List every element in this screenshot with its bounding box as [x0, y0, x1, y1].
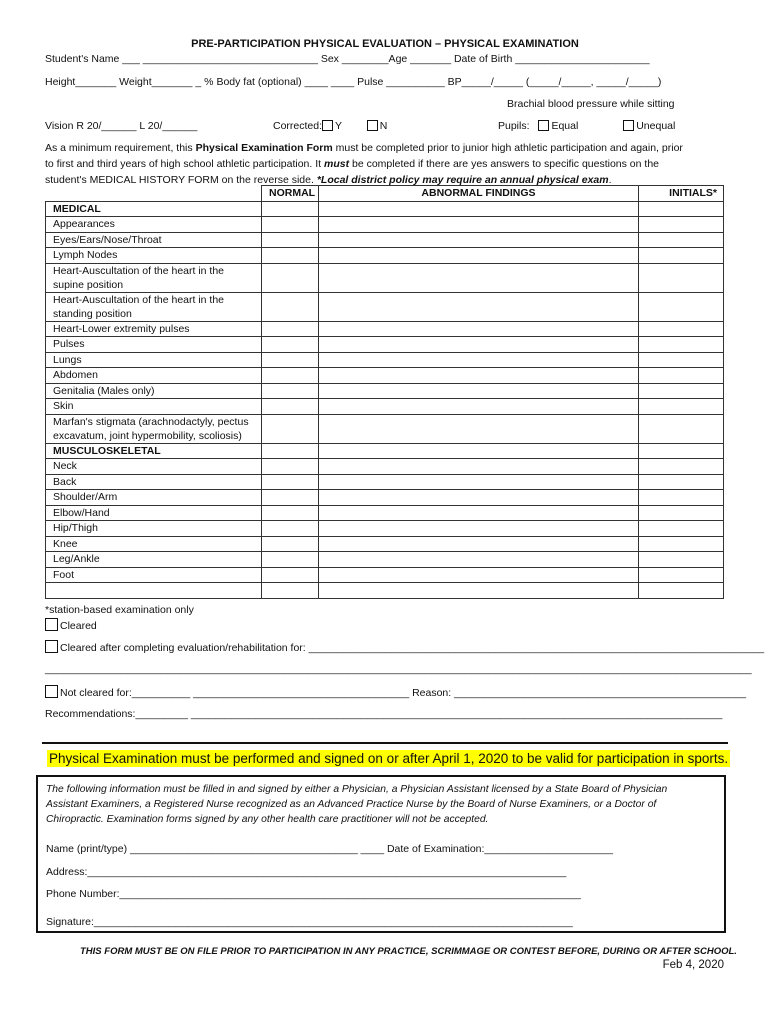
exam-item-label: Shoulder/Arm: [46, 490, 262, 506]
cell-normal[interactable]: [262, 521, 319, 537]
exam-item-label: Elbow/Hand: [46, 505, 262, 521]
cleared-after-option: [45, 640, 764, 654]
cell-normal[interactable]: [262, 232, 319, 248]
cell-normal[interactable]: [262, 337, 319, 353]
exam-item-label: Pulses: [46, 337, 262, 353]
table-row: [46, 399, 724, 415]
section-label: MUSCULOSKELETAL: [46, 443, 262, 459]
exam-item-label: Lymph Nodes: [46, 248, 262, 264]
signature-field[interactable]: Signature:__________________________________________________________________________________: [46, 916, 573, 928]
cell-initials[interactable]: [639, 368, 724, 384]
pupils-label: Pupils:: [498, 120, 530, 132]
corrected-no-label: N: [379, 120, 388, 132]
exam-item-label: Heart-Auscultation of the heart in the standing position: [46, 292, 262, 321]
exam-item-label: [46, 583, 262, 599]
cell-initials[interactable]: [639, 414, 724, 443]
cell-abnormal[interactable]: [319, 352, 639, 368]
cell-abnormal[interactable]: [319, 399, 639, 415]
corrected-yes-checkbox[interactable]: [322, 120, 333, 131]
cell-normal[interactable]: [262, 201, 319, 217]
cell-abnormal[interactable]: [319, 248, 639, 264]
table-row: [46, 248, 724, 264]
station-note: *station-based examination only: [45, 604, 194, 616]
exam-item-label: Marfan's stigmata (arachnodactyly, pectus excavatum, joint hypermobility, scoliosis): [46, 414, 262, 443]
section-row-medical: [46, 201, 724, 217]
cell-initials[interactable]: [639, 536, 724, 552]
form-title: PRE-PARTICIPATION PHYSICAL EVALUATION – PHYSICAL EXAMINATION: [191, 38, 579, 50]
cell-abnormal[interactable]: [319, 368, 639, 384]
exam-item-label: Abdomen: [46, 368, 262, 384]
cell-normal[interactable]: [262, 583, 319, 599]
cleared-after-checkbox[interactable]: [45, 640, 58, 653]
cell-abnormal[interactable]: [319, 443, 639, 459]
cell-abnormal[interactable]: [319, 521, 639, 537]
pupils-equal-checkbox[interactable]: [538, 120, 549, 131]
cell-normal[interactable]: [262, 321, 319, 337]
corrected-no-checkbox[interactable]: [367, 120, 378, 131]
cell-abnormal[interactable]: [319, 414, 639, 443]
cell-abnormal[interactable]: [319, 536, 639, 552]
pupils-unequal-checkbox[interactable]: [623, 120, 634, 131]
table-row: [46, 217, 724, 233]
not-cleared-field[interactable]: Not cleared for:__________ _____________________________________ Reason: __________________________________________________: [60, 687, 747, 699]
table-row: [46, 352, 724, 368]
cell-initials[interactable]: [639, 217, 724, 233]
exam-item-label: Leg/Ankle: [46, 552, 262, 568]
cell-initials[interactable]: [639, 321, 724, 337]
cell-initials[interactable]: [639, 567, 724, 583]
section-medical: MEDICAL: [46, 201, 262, 217]
cell-initials[interactable]: [639, 292, 724, 321]
exam-item-label: Appearances: [46, 217, 262, 233]
cell-normal[interactable]: [262, 263, 319, 292]
table-row: [46, 552, 724, 568]
cell-initials[interactable]: [639, 505, 724, 521]
not-cleared-checkbox[interactable]: [45, 685, 58, 698]
cell-normal[interactable]: [262, 414, 319, 443]
divider: [42, 742, 728, 744]
vitals-line[interactable]: Height_______ Weight_______ _ % Body fat (optional) ____ ____ Pulse __________ BP_____/_____ (_____/_____, _____/_____): [45, 76, 662, 88]
cell-normal[interactable]: [262, 552, 319, 568]
cell-abnormal[interactable]: [319, 321, 639, 337]
cell-abnormal[interactable]: [319, 217, 639, 233]
corrected-group: [273, 120, 387, 132]
table-row: [46, 263, 724, 292]
table-row: [46, 521, 724, 537]
table-row: [46, 321, 724, 337]
cell-abnormal[interactable]: [319, 337, 639, 353]
table-row: [46, 368, 724, 384]
cell-initials[interactable]: [639, 248, 724, 264]
cell-abnormal[interactable]: [319, 201, 639, 217]
exam-item-label: Foot: [46, 567, 262, 583]
exam-item-label: Eyes/Ears/Nose/Throat: [46, 232, 262, 248]
recommendations-field[interactable]: Recommendations:_________ ___________________________________________________________________________________________: [45, 708, 723, 720]
cell-abnormal[interactable]: [319, 459, 639, 475]
cell-initials[interactable]: [639, 399, 724, 415]
table-row: [46, 232, 724, 248]
table-row: [46, 459, 724, 475]
table-row: [46, 474, 724, 490]
cell-initials[interactable]: [639, 263, 724, 292]
cleared-after-field[interactable]: Cleared after completing evaluation/rehabilitation for: ______________________________________________________________________________: [60, 642, 765, 654]
corrected-yes-label: Y: [335, 120, 342, 132]
exam-item-label: Hip/Thigh: [46, 521, 262, 537]
corrected-label: Corrected:: [273, 120, 323, 132]
cell-initials[interactable]: [639, 459, 724, 475]
table-row: [46, 414, 724, 443]
cell-normal[interactable]: [262, 443, 319, 459]
cell-normal[interactable]: [262, 459, 319, 475]
cell-abnormal[interactable]: [319, 474, 639, 490]
cleared-option: [45, 618, 97, 632]
exam-item-label: Genitalia (Males only): [46, 383, 262, 399]
header-abnormal: ABNORMAL FINDINGS: [319, 186, 639, 202]
table-row: [46, 490, 724, 506]
cell-abnormal[interactable]: [319, 232, 639, 248]
cleared-after-line2[interactable]: _________________________________________________________________________________________________________________________: [45, 663, 752, 675]
cell-abnormal[interactable]: [319, 292, 639, 321]
cell-normal[interactable]: [262, 567, 319, 583]
cell-initials[interactable]: [639, 201, 724, 217]
cell-initials[interactable]: [639, 552, 724, 568]
cell-abnormal[interactable]: [319, 583, 639, 599]
cell-normal[interactable]: [262, 399, 319, 415]
cell-abnormal[interactable]: [319, 567, 639, 583]
table-row: [46, 583, 724, 599]
cell-initials[interactable]: [639, 474, 724, 490]
table-row: [46, 567, 724, 583]
exam-item-label: Lungs: [46, 352, 262, 368]
table-row: [46, 536, 724, 552]
phone-field[interactable]: Phone Number:_______________________________________________________________________________: [46, 888, 581, 900]
cell-normal[interactable]: [262, 383, 319, 399]
table-row: [46, 292, 724, 321]
cell-initials[interactable]: [639, 521, 724, 537]
student-info-line[interactable]: Student's Name ___ ______________________________ Sex ________Age _______ Date of Birth _______________________: [45, 53, 650, 65]
cell-abnormal[interactable]: [319, 505, 639, 521]
form-date: Feb 4, 2020: [662, 959, 724, 971]
table-row: [46, 337, 724, 353]
cell-normal[interactable]: [262, 490, 319, 506]
practitioner-note: The following information must be filled in and signed by either a Physician, a Physician Assistant licensed by a State Board of Physician Assistant Examiners, a Registered Nurse recognized as an Advanced Practice Nurse by the Board of Nurse Examiners, or a Doctor of Chiropractic. Examination forms signed by any other health care practitioner will not be accepted.: [46, 784, 668, 825]
cell-normal[interactable]: [262, 505, 319, 521]
cell-normal[interactable]: [262, 292, 319, 321]
exam-table: [45, 185, 724, 599]
cell-initials[interactable]: [639, 490, 724, 506]
cell-normal[interactable]: [262, 536, 319, 552]
footer-notice: THIS FORM MUST BE ON FILE PRIOR TO PARTICIPATION IN ANY PRACTICE, SCRIMMAGE OR CONTEST BEFORE, DURING OR AFTER SCHOOL.: [80, 946, 737, 957]
cell-initials[interactable]: [639, 383, 724, 399]
exam-item-label: Skin: [46, 399, 262, 415]
cell-normal[interactable]: [262, 368, 319, 384]
cell-initials[interactable]: [639, 352, 724, 368]
pupils-unequal-label: Unequal: [636, 120, 676, 132]
table-row: [46, 383, 724, 399]
cell-normal[interactable]: [262, 474, 319, 490]
cell-abnormal[interactable]: [319, 383, 639, 399]
cell-abnormal[interactable]: [319, 490, 639, 506]
cell-initials[interactable]: [639, 443, 724, 459]
pupils-equal-label: Equal: [551, 120, 579, 132]
header-normal: NORMAL: [262, 186, 319, 202]
cleared-checkbox[interactable]: [45, 618, 58, 631]
pupils-group: [498, 120, 675, 132]
notice-banner: Physical Examination must be performed and signed on or after April 1, 2020 to be valid for participation in sports.: [49, 751, 729, 766]
exam-item-label: Heart-Lower extremity pulses: [46, 321, 262, 337]
bp-note: Brachial blood pressure while sitting: [507, 98, 675, 110]
cell-initials[interactable]: [639, 337, 724, 353]
exam-item-label: Neck: [46, 459, 262, 475]
cell-normal[interactable]: [262, 217, 319, 233]
cell-abnormal[interactable]: [319, 263, 639, 292]
not-cleared-option: [45, 685, 746, 699]
section-row-musculoskeletal: [46, 443, 724, 459]
name-field[interactable]: Name (print/type) _______________________________________ ____ Date of Examination:______________________: [46, 843, 613, 855]
exam-item-label: Back: [46, 474, 262, 490]
cell-initials[interactable]: [639, 232, 724, 248]
exam-item-label: Heart-Auscultation of the heart in the supine position: [46, 263, 262, 292]
table-row: [46, 505, 724, 521]
cleared-label: Cleared: [60, 620, 97, 632]
cell-normal[interactable]: [262, 352, 319, 368]
vision-field[interactable]: Vision R 20/______ L 20/______: [45, 120, 198, 132]
cell-abnormal[interactable]: [319, 552, 639, 568]
cell-normal[interactable]: [262, 248, 319, 264]
exam-item-label: Knee: [46, 536, 262, 552]
instruction-paragraph: As a minimum requirement, this Physical Examination Form must be completed prior to junior high athletic participation and again, prior to first and third years of high school athletic participation. It must be completed if there are yes answers to specific questions on the student's MEDICAL HISTORY FORM on the reverse side. *Local district policy may require an annual physical exam.: [45, 142, 683, 186]
header-blank: [46, 186, 262, 202]
address-field[interactable]: Address:__________________________________________________________________________________: [46, 866, 567, 878]
header-initials: INITIALS*: [639, 186, 724, 202]
cell-initials[interactable]: [639, 583, 724, 599]
